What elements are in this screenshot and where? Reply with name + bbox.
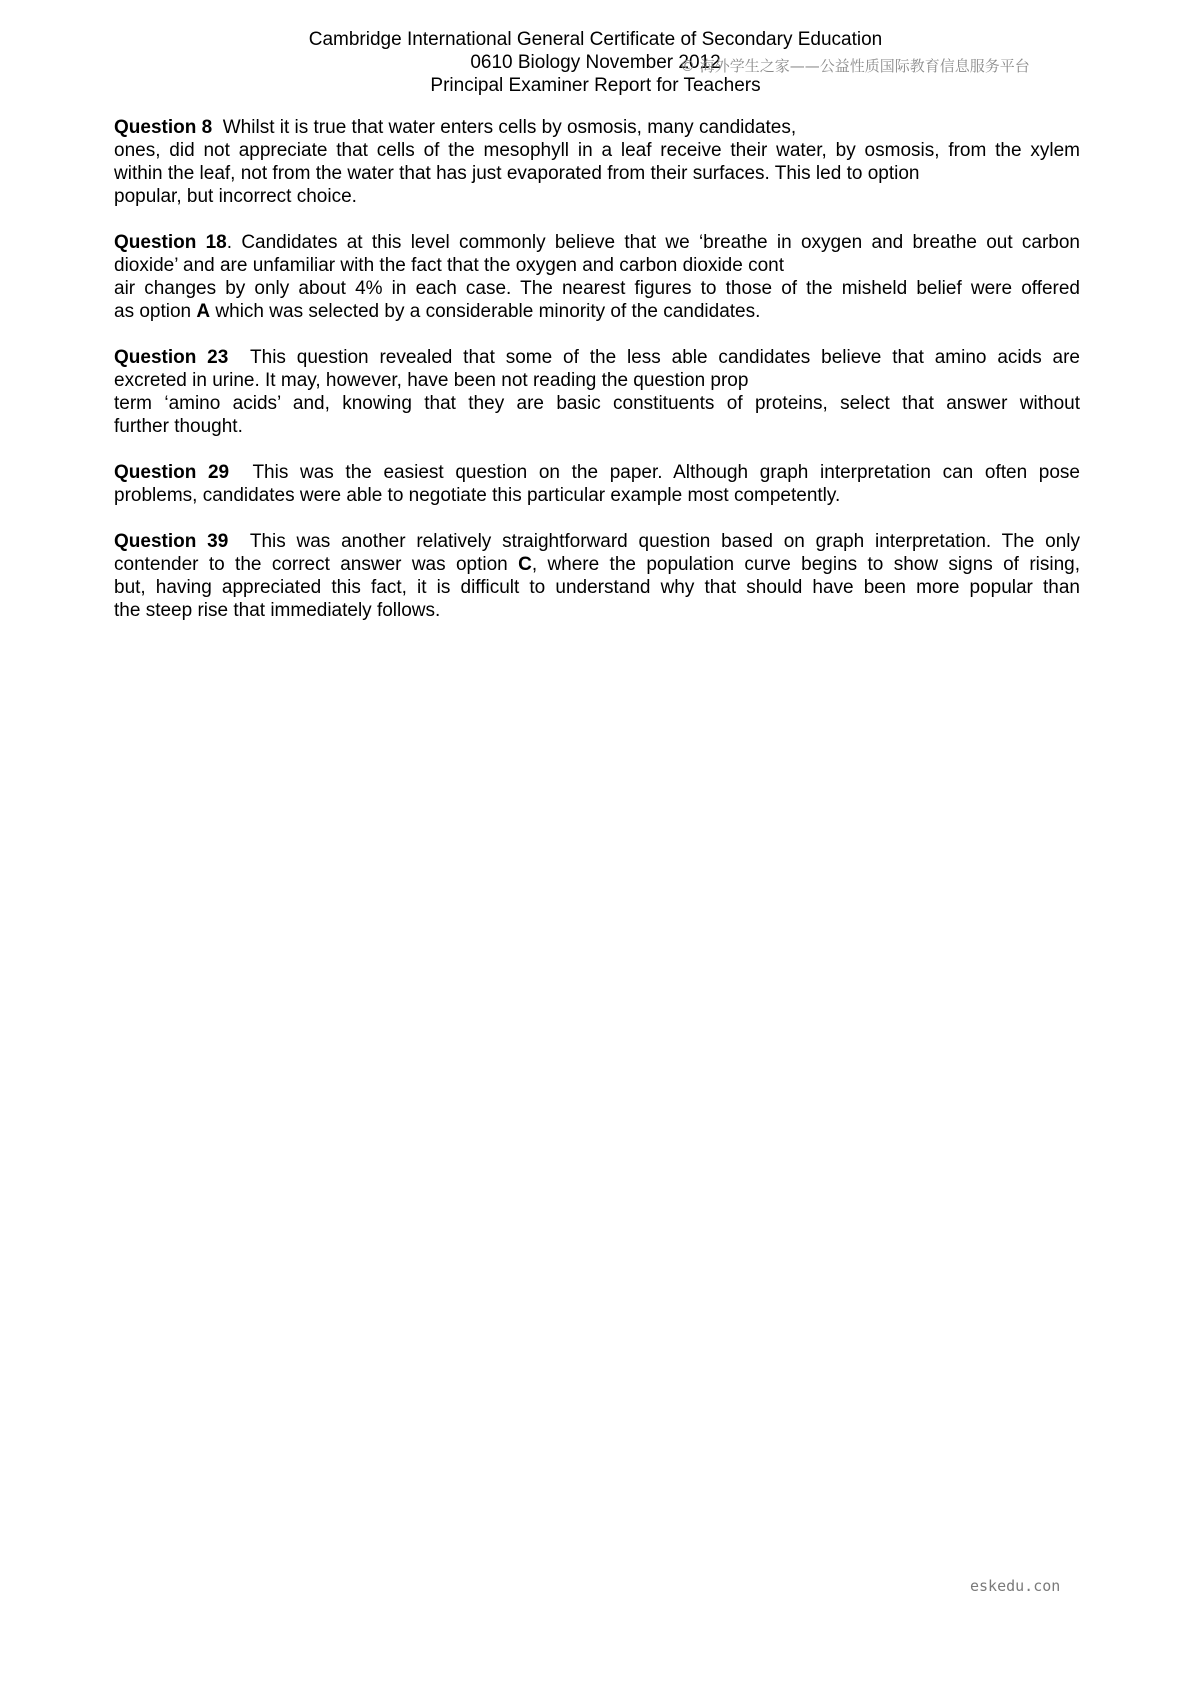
question-label: Question 8 (114, 117, 213, 138)
q39-line-4: the steep rise that immediately follows. (114, 600, 441, 621)
q39-text-2a: contender to the correct answer was option (114, 554, 519, 575)
report-body (114, 116, 1080, 645)
q29-line-2: problems, candidates were able to negotiate this particular example most competently. (114, 485, 841, 506)
q18-text-1: . Candidates at this level commonly believe that we ‘breathe in oxygen and breathe out carbon (226, 232, 1080, 253)
question-39-paragraph (114, 530, 1080, 622)
question-label: Question 39 (114, 531, 229, 552)
question-label: Question 23 (114, 347, 229, 368)
q23-line-3: term ‘amino acids’ and, knowing that they are basic constituents of proteins, select that answer without (114, 393, 1080, 414)
q23-line-2: excreted in urine. It may, however, have been not reading the question prop (114, 370, 749, 391)
header-title: Cambridge International General Certificate of Secondary Education (308, 29, 883, 50)
q29-text-1: This was the easiest question on the paper. Although graph interpretation can often pose (252, 462, 1080, 483)
q8-text-1: Whilst it is true that water enters cells by osmosis, many candidates, (222, 117, 797, 138)
q23-text-1: This question revealed that some of the less able candidates believe that amino acids are (250, 347, 1080, 368)
q18-text-4a: as option (114, 301, 197, 322)
q18-line-4 (114, 300, 1080, 323)
q39-line-3: but, having appreciated this fact, it is difficult to understand why that should have been more popular than (114, 577, 1080, 598)
q18-line-3: air changes by only about 4% in each case. The nearest figures to those of the misheld belief were offered (114, 278, 1080, 299)
q29-line-1 (114, 461, 1080, 484)
question-label: Question 29 (114, 462, 230, 483)
question-23-paragraph (114, 346, 1080, 438)
question-18-paragraph (114, 231, 1080, 323)
watermark-text: © 海外学生之家——公益性质国际教育信息服务平台 (680, 57, 1030, 75)
q39-text-1: This was another relatively straightforward question based on graph interpretation. The only (249, 531, 1081, 552)
q18-text-4b: which was selected by a considerable minority of the candidates. (210, 301, 761, 322)
q23-line-1 (114, 346, 1080, 369)
footer-watermark: eskedu.con (970, 1577, 1061, 1595)
q39-line-1 (114, 530, 1080, 553)
header-subject: 0610 Biology November 2012 (470, 52, 721, 73)
option-letter: C (518, 554, 532, 575)
q39-text-2b: , where the population curve begins to show signs of rising, (531, 554, 1080, 575)
question-29-paragraph (114, 461, 1080, 507)
q8-line-3: within the leaf, not from the water that has just evaporated from their surfaces. This led to option (114, 163, 920, 184)
question-8-paragraph (114, 116, 1080, 208)
q18-line-1 (114, 231, 1080, 254)
q23-line-4: further thought. (114, 416, 243, 437)
q8-line-1 (114, 116, 1080, 139)
question-label: Question 18 (114, 232, 227, 253)
q8-line-4: popular, but incorrect choice. (114, 186, 357, 207)
header-report-title: Principal Examiner Report for Teachers (430, 75, 761, 96)
option-letter: A (196, 301, 211, 322)
q39-line-2 (114, 553, 1080, 576)
q18-line-2: dioxide’ and are unfamiliar with the fact that the oxygen and carbon dioxide cont (114, 255, 784, 276)
q8-line-2: ones, did not appreciate that cells of the mesophyll in a leaf receive their water, by osmosis, from the xylem (114, 140, 1080, 161)
